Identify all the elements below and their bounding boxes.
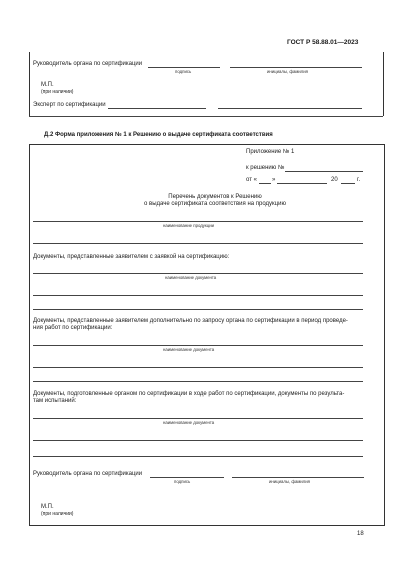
standard-code: ГОСТ Р 58.88.01—2023	[287, 39, 359, 46]
decision-number-line	[285, 171, 363, 172]
page-number: 18	[357, 531, 364, 537]
docs-additional-label-line2: ния работ по сертификации:	[33, 325, 113, 331]
product-line-2	[33, 243, 363, 244]
date-mid: »	[272, 177, 276, 183]
section-title: Д.2 Форма приложения № 1 к Решению о выдаче сертификата соответствия	[44, 132, 273, 138]
form-head-signature-line	[150, 477, 224, 478]
docs-body-label-line1: Документы, подготовленные органом по сертификации в ходе работ по сертификации, документы по результа-	[33, 391, 345, 397]
list-title-line2: о выдаче сертификата соответствия на продукцию	[144, 201, 286, 207]
form-signature-caption: подпись	[174, 479, 191, 484]
head-label: Руководитель органа по сертификации	[33, 61, 143, 67]
annex-label: Приложение № 1	[246, 149, 295, 155]
docs-body-line-2	[33, 440, 363, 441]
signature-caption: подпись	[175, 69, 192, 74]
docs-applicant-line	[33, 273, 363, 274]
expert-initials-line	[218, 108, 362, 109]
date-day-line	[259, 183, 271, 184]
form-head-label: Руководитель органа по сертификации	[33, 471, 143, 477]
docs-body-label-line2: там испытаний:	[33, 398, 77, 404]
docs-additional-line-3	[33, 381, 363, 382]
date-suffix: г.	[357, 177, 361, 183]
form-stamp-label: М.П.	[41, 504, 54, 510]
stamp-note: (при наличии)	[41, 89, 74, 95]
initials-caption: инициалы, фамилия	[267, 69, 308, 74]
date-year: 20	[331, 177, 338, 183]
list-title-line1: Перечень документов к Решению	[168, 194, 262, 200]
docs-body-caption: наименование документа	[163, 420, 215, 425]
product-caption: наименование продукции	[163, 223, 215, 228]
docs-additional-caption: наименование документа	[163, 347, 215, 352]
docs-body-line-3	[33, 456, 363, 457]
top-frame-left-border	[29, 52, 30, 116]
top-frame-bottom-border	[29, 116, 383, 117]
head-initials-line	[230, 67, 362, 68]
docs-applicant-label: Документы, представленные заявителем с заявкой на сертификацию:	[33, 254, 230, 260]
date-year-line	[341, 183, 355, 184]
docs-additional-line	[33, 345, 363, 346]
product-line	[33, 221, 363, 222]
expert-label: Эксперт по сертификации	[33, 102, 106, 108]
date-from: от «	[246, 177, 257, 183]
form-head-initials-line	[232, 477, 364, 478]
docs-applicant-caption: наименование документа	[165, 275, 217, 280]
top-frame-right-border	[383, 52, 384, 116]
form-initials-caption: инициалы, фамилия	[269, 479, 310, 484]
head-signature-line	[148, 67, 220, 68]
docs-additional-label-line1: Документы, представленные заявителем дополнительно по запросу органа по сертификации в период проведе-	[33, 318, 348, 324]
form-stamp-note: (при наличии)	[41, 511, 74, 517]
docs-applicant-line-3	[33, 309, 363, 310]
docs-additional-line-2	[33, 367, 363, 368]
top-form-block	[0, 0, 414, 130]
decision-label: к решению №	[246, 165, 285, 171]
expert-signature-line	[108, 108, 206, 109]
docs-applicant-line-2	[33, 295, 363, 296]
date-month-line	[277, 183, 327, 184]
docs-body-line	[33, 418, 363, 419]
stamp-label: М.П.	[41, 82, 54, 88]
